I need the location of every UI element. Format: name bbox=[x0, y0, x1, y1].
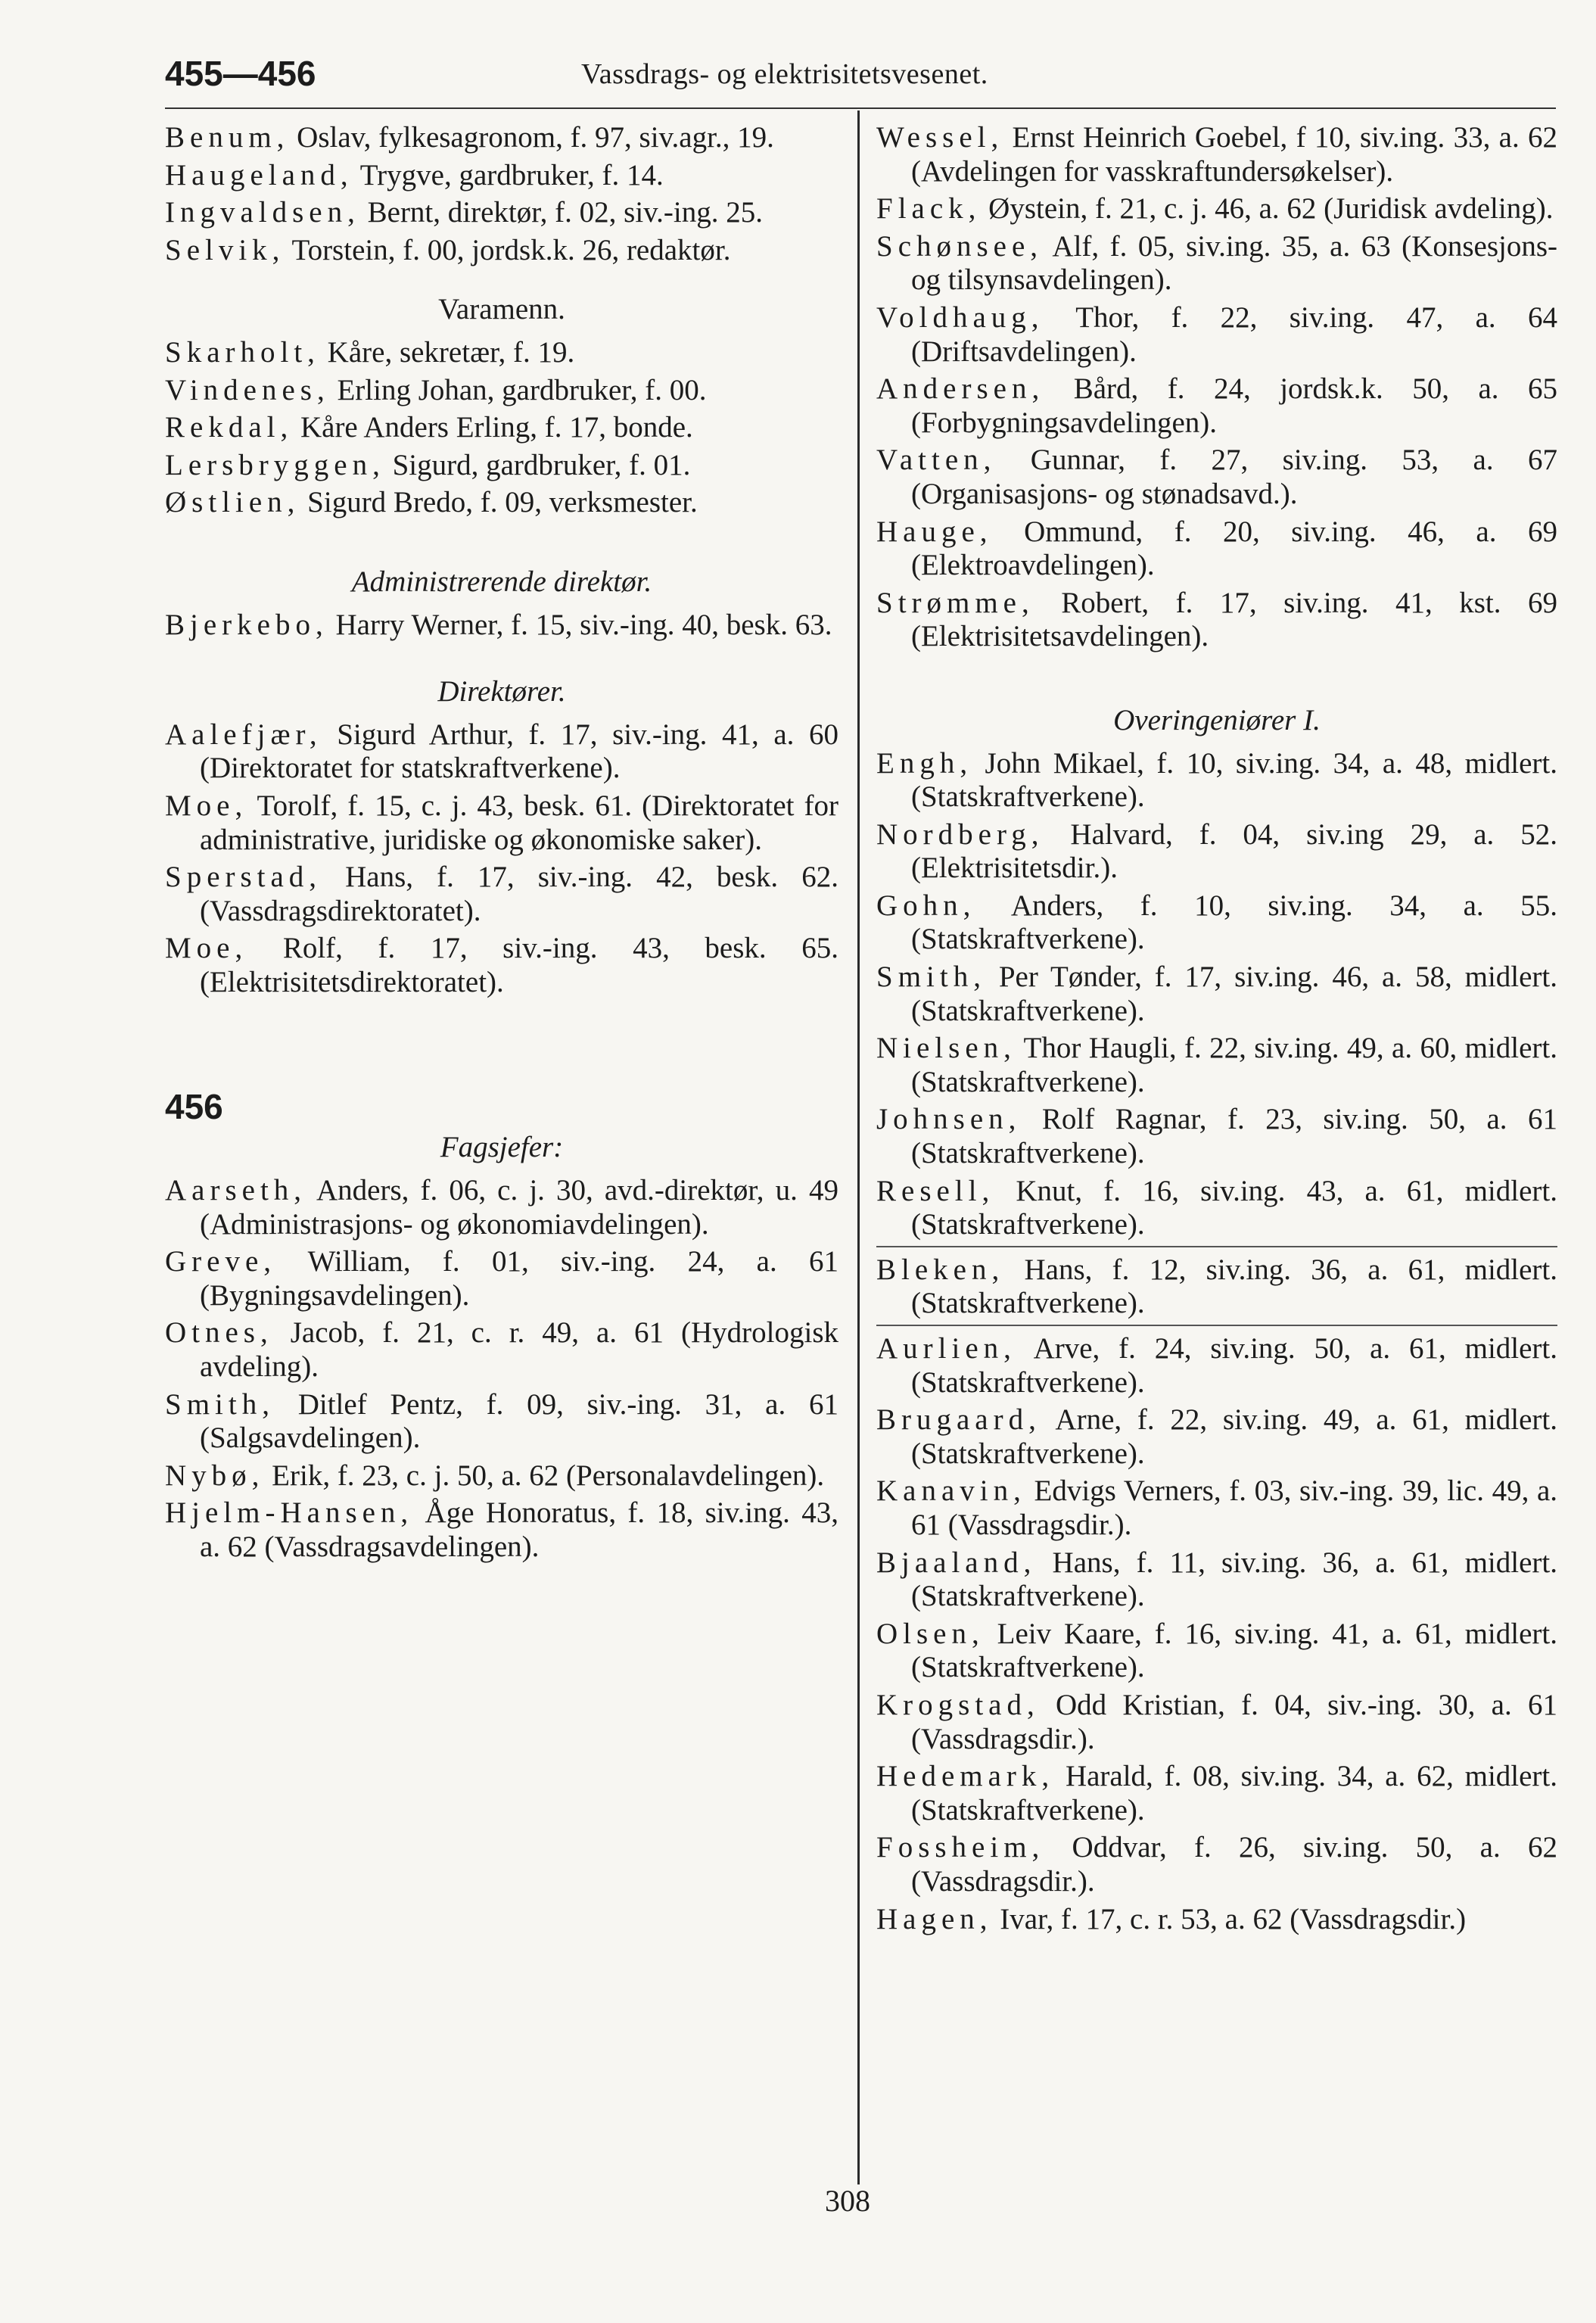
entry-details: Edvigs Verners, f. 03, siv.-ing. 39, lic. 49, a. 61 (Vassdragsdir.). bbox=[911, 1474, 1557, 1541]
list-item bbox=[165, 1388, 838, 1456]
list-item bbox=[165, 196, 838, 230]
entry-details: Ommund, f. 20, siv.ing. 46, a. 69 (Elektroavdelingen). bbox=[911, 515, 1557, 582]
entry-surname: Bjerkebo, bbox=[165, 608, 328, 641]
list-administrerende-direktor bbox=[165, 609, 838, 643]
entry-details: Torstein, f. 00, jordsk.k. 26, redaktør. bbox=[285, 233, 731, 266]
heading-overingeniorer: Overingeniører I. bbox=[1113, 703, 1321, 736]
entry-details: Ivar, f. 17, c. r. 53, a. 62 (Vassdragsdir.) bbox=[992, 1902, 1467, 1935]
entry-details: Knut, f. 16, siv.ing. 43, a. 61, midlert. (Statskraftverkene). bbox=[911, 1174, 1557, 1241]
entry-details: Sigurd, gardbruker, f. 01. bbox=[384, 448, 691, 481]
column-divider bbox=[857, 111, 860, 2184]
entry-surname: Nybø, bbox=[165, 1459, 265, 1492]
heading-administrerende-direktor: Administrerende direktør. bbox=[351, 565, 652, 598]
entry-surname: Østlien, bbox=[165, 486, 300, 519]
list-item bbox=[876, 301, 1557, 369]
list-item bbox=[876, 1760, 1557, 1827]
list-fagsjefer bbox=[165, 1174, 838, 1565]
entry-details: Kåre Anders Erling, f. 17, bonde. bbox=[293, 411, 693, 444]
list-item bbox=[165, 609, 838, 643]
list-item bbox=[165, 1245, 838, 1313]
entry-surname: Engh, bbox=[876, 746, 973, 780]
entry-details: Arve, f. 24, siv.ing. 50, a. 61, midlert. (Statskraftverkene). bbox=[911, 1332, 1557, 1399]
entry-surname: Nielsen, bbox=[876, 1032, 1016, 1065]
list-varamenn bbox=[165, 336, 838, 520]
page-range: 455—456 bbox=[165, 54, 316, 93]
heading-direktorer: Direktører. bbox=[437, 675, 566, 708]
entry-surname: Voldhaug, bbox=[876, 300, 1044, 334]
right-column bbox=[876, 121, 1557, 1940]
entry-details: Harald, f. 08, siv.ing. 34, a. 62, midlert. (Statskraftverkene). bbox=[911, 1760, 1557, 1826]
list-item bbox=[876, 961, 1557, 1028]
entry-details: Erling Johan, gardbruker, f. 00. bbox=[329, 373, 707, 406]
list-overingeniorer bbox=[876, 747, 1557, 1937]
list-item bbox=[876, 1103, 1557, 1170]
entry-details: Ernst Heinrich Goebel, f 10, siv.ing. 33, a. 62 (Avdelingen for vasskraftundersøkelser). bbox=[911, 121, 1557, 188]
entry-details: Per Tønder, f. 17, siv.ing. 46, a. 58, midlert. (Statskraftverkene). bbox=[911, 961, 1557, 1027]
entry-details: Bård, f. 24, jordsk.k. 50, a. 65 (Forbygningsavdelingen). bbox=[911, 372, 1557, 439]
list-item bbox=[876, 1689, 1557, 1756]
entry-details: Bernt, direktør, f. 02, siv.-ing. 25. bbox=[359, 196, 763, 229]
entry-surname: Schønsee, bbox=[876, 229, 1044, 263]
entry-details: Arne, f. 22, siv.ing. 49, a. 61, midlert. (Statskraftverkene). bbox=[911, 1403, 1557, 1470]
entry-surname: Hedemark, bbox=[876, 1760, 1055, 1793]
list-item bbox=[165, 1316, 838, 1384]
list-item bbox=[876, 444, 1557, 511]
entry-surname: Brugaard, bbox=[876, 1403, 1041, 1437]
entry-surname: Aalefjær, bbox=[165, 718, 322, 751]
header-rule bbox=[165, 107, 1556, 109]
entry-surname: Nordberg, bbox=[876, 817, 1044, 851]
list-item bbox=[876, 587, 1557, 654]
list-item bbox=[876, 818, 1557, 886]
entry-surname: Vindenes, bbox=[165, 373, 330, 406]
heading-fagsjefer: Fagsjefer: bbox=[440, 1131, 564, 1164]
entry-surname: Smith, bbox=[165, 1387, 275, 1421]
list-item bbox=[165, 1496, 838, 1564]
entry-details: Halvard, f. 04, siv.ing 29, a. 52. (Elektrisitetsdir.). bbox=[911, 817, 1557, 885]
list-item bbox=[876, 889, 1557, 957]
heading-varamenn: Varamenn. bbox=[438, 293, 565, 326]
list-item bbox=[165, 234, 838, 268]
entry-surname: Resell, bbox=[876, 1174, 995, 1207]
entry-surname: Gohn, bbox=[876, 889, 976, 922]
list-item bbox=[876, 1175, 1557, 1242]
list-item bbox=[876, 1903, 1557, 1937]
entry-surname: Skarholt, bbox=[165, 335, 320, 369]
entry-surname: Haugeland, bbox=[165, 158, 353, 192]
entry-details: Gunnar, f. 27, siv.ing. 53, a. 67 (Organisasjons- og stønadsavd.). bbox=[911, 444, 1557, 510]
entry-surname: Lersbryggen, bbox=[165, 448, 385, 481]
entry-surname: Hauge, bbox=[876, 515, 993, 548]
entry-surname: Moe, bbox=[165, 789, 248, 822]
entry-surname: Moe, bbox=[165, 932, 248, 965]
entry-details: Robert, f. 17, siv.ing. 41, kst. 69 (Elektrisitetsavdelingen). bbox=[911, 586, 1557, 653]
entry-surname: Greve, bbox=[165, 1245, 277, 1278]
entry-surname: Smith, bbox=[876, 961, 986, 994]
entry-surname: Sperstad, bbox=[165, 861, 322, 894]
list-item bbox=[876, 515, 1557, 583]
list-item bbox=[165, 374, 838, 408]
entry-surname: Otnes, bbox=[165, 1316, 273, 1350]
entry-surname: Fossheim, bbox=[876, 1831, 1045, 1864]
entry-details: Åge Honoratus, f. 18, siv.ing. 43, a. 62 (Vassdragsavdelingen). bbox=[200, 1496, 838, 1563]
list-item bbox=[876, 192, 1557, 226]
list-item bbox=[876, 1618, 1557, 1685]
entry-surname: Bjaaland, bbox=[876, 1546, 1037, 1579]
list-item bbox=[876, 1032, 1557, 1099]
entry-details: Sigurd Bredo, f. 09, verksmester. bbox=[300, 486, 698, 519]
list-item bbox=[165, 336, 838, 370]
entry-surname: Flack, bbox=[876, 192, 982, 226]
list-item bbox=[165, 449, 838, 483]
entry-surname: Wessel, bbox=[876, 121, 1004, 154]
entry-details: Ditlef Pentz, f. 09, siv.-ing. 31, a. 61 (Salgsavdelingen). bbox=[200, 1387, 838, 1455]
list-item bbox=[876, 1253, 1557, 1321]
list-item bbox=[876, 1831, 1557, 1898]
list-item bbox=[876, 230, 1557, 297]
folio: 308 bbox=[825, 2184, 870, 2218]
list-item bbox=[876, 372, 1557, 440]
entry-details: Jacob, f. 21, c. r. 49, a. 61 (Hydrologisk avdeling). bbox=[200, 1316, 838, 1384]
entry-surname: Ingvaldsen, bbox=[165, 196, 360, 229]
entry-surname: Vatten, bbox=[876, 444, 997, 477]
entry-surname: Kanavin, bbox=[876, 1474, 1026, 1508]
entry-details: Torolf, f. 15, c. j. 43, besk. 61. (Direktoratet for administrative, juridiske og økonomiske saker). bbox=[200, 789, 838, 856]
entry-details: Kåre, sekretær, f. 19. bbox=[319, 335, 575, 369]
list-board-members bbox=[165, 121, 838, 267]
entry-surname: Aurlien, bbox=[876, 1332, 1016, 1365]
entry-details: Anders, f. 06, c. j. 30, avd.-direktør, u. 49 (Administrasjons- og økonomiavdelingen). bbox=[200, 1174, 838, 1241]
list-item bbox=[165, 159, 838, 193]
list-item bbox=[876, 747, 1557, 814]
entry-divider bbox=[876, 1246, 1557, 1247]
list-item bbox=[165, 1174, 838, 1241]
entry-surname: Rekdal, bbox=[165, 411, 294, 444]
entry-details: Erik, f. 23, c. j. 50, a. 62 (Personalavdelingen). bbox=[264, 1459, 825, 1492]
entry-surname: Benum, bbox=[165, 121, 290, 154]
entry-surname: Bleken, bbox=[876, 1253, 1005, 1286]
section-number: 456 bbox=[165, 1087, 223, 1127]
entry-details: Oslav, fylkesagronom, f. 97, siv.agr., 19. bbox=[289, 121, 774, 154]
entry-surname: Hagen, bbox=[876, 1902, 993, 1935]
entry-surname: Krogstad, bbox=[876, 1688, 1040, 1721]
entry-details: Hans, f. 17, siv.-ing. 42, besk. 62. (Vassdragsdirektoratet). bbox=[200, 861, 838, 927]
entry-details: Thor, f. 22, siv.ing. 47, a. 64 (Driftsavdelingen). bbox=[911, 300, 1557, 368]
entry-details: Øystein, f. 21, c. j. 46, a. 62 (Juridisk avdeling). bbox=[981, 192, 1554, 226]
list-item bbox=[876, 1403, 1557, 1471]
entry-details: Alf, f. 05, siv.ing. 35, a. 63 (Konsesjons- og tilsynsavdelingen). bbox=[911, 229, 1557, 297]
list-item bbox=[165, 486, 838, 520]
entry-details: Thor Haugli, f. 22, siv.ing. 49, a. 60, midlert. (Statskraftverkene). bbox=[911, 1032, 1557, 1098]
entry-details: Leiv Kaare, f. 16, siv.ing. 41, a. 61, midlert. (Statskraftverkene). bbox=[911, 1617, 1557, 1684]
list-direktorer bbox=[165, 718, 838, 1000]
entry-details: Anders, f. 10, siv.ing. 34, a. 55. (Statskraftverkene). bbox=[911, 889, 1557, 956]
entry-surname: Aarseth, bbox=[165, 1174, 307, 1207]
left-column bbox=[165, 121, 838, 1568]
list-item bbox=[165, 121, 838, 155]
entry-details: Hans, f. 11, siv.ing. 36, a. 61, midlert. (Statskraftverkene). bbox=[911, 1546, 1557, 1613]
list-item bbox=[876, 1332, 1557, 1400]
list-item bbox=[165, 411, 838, 445]
list-item bbox=[876, 1474, 1557, 1542]
entry-details: Trygve, gardbruker, f. 14. bbox=[353, 158, 664, 192]
list-item bbox=[876, 1546, 1557, 1614]
list-item bbox=[165, 932, 838, 999]
list-item bbox=[876, 121, 1557, 188]
entry-details: John Mikael, f. 10, siv.ing. 34, a. 48, midlert. (Statskraftverkene). bbox=[911, 746, 1557, 814]
entry-surname: Johnsen, bbox=[876, 1103, 1022, 1136]
entry-details: William, f. 01, siv.-ing. 24, a. 61 (Bygningsavdelingen). bbox=[200, 1245, 838, 1312]
list-item bbox=[165, 718, 838, 786]
list-item bbox=[165, 789, 838, 857]
list-item bbox=[165, 1459, 838, 1493]
entry-surname: Strømme, bbox=[876, 586, 1034, 619]
list-fagsjefer-continued bbox=[876, 121, 1557, 654]
list-item bbox=[165, 861, 838, 928]
entry-surname: Olsen, bbox=[876, 1617, 985, 1650]
page-header bbox=[165, 53, 1557, 106]
entry-details: Sigurd Arthur, f. 17, siv.-ing. 41, a. 60 (Direktoratet for statskraftverkene). bbox=[200, 718, 838, 785]
entry-surname: Hjelm-Hansen, bbox=[165, 1496, 414, 1530]
entry-details: Oddvar, f. 26, siv.ing. 50, a. 62 (Vassdragsdir.). bbox=[911, 1831, 1557, 1898]
entry-details: Odd Kristian, f. 04, siv.-ing. 30, a. 61 (Vassdragsdir.). bbox=[911, 1688, 1557, 1755]
entry-surname: Selvik, bbox=[165, 233, 285, 266]
entry-details: Harry Werner, f. 15, siv.-ing. 40, besk. 63. bbox=[328, 608, 832, 641]
entry-divider bbox=[876, 1325, 1557, 1326]
running-title: Vassdrags- og elektrisitetsvesenet. bbox=[581, 58, 988, 90]
entry-details: Rolf, f. 17, siv.-ing. 43, besk. 65. (Elektrisitetsdirektoratet). bbox=[200, 932, 838, 998]
entry-details: Hans, f. 12, siv.ing. 36, a. 61, midlert. (Statskraftverkene). bbox=[911, 1253, 1557, 1320]
entry-details: Rolf Ragnar, f. 23, siv.ing. 50, a. 61 (Statskraftverkene). bbox=[911, 1103, 1557, 1170]
entry-surname: Andersen, bbox=[876, 372, 1045, 406]
